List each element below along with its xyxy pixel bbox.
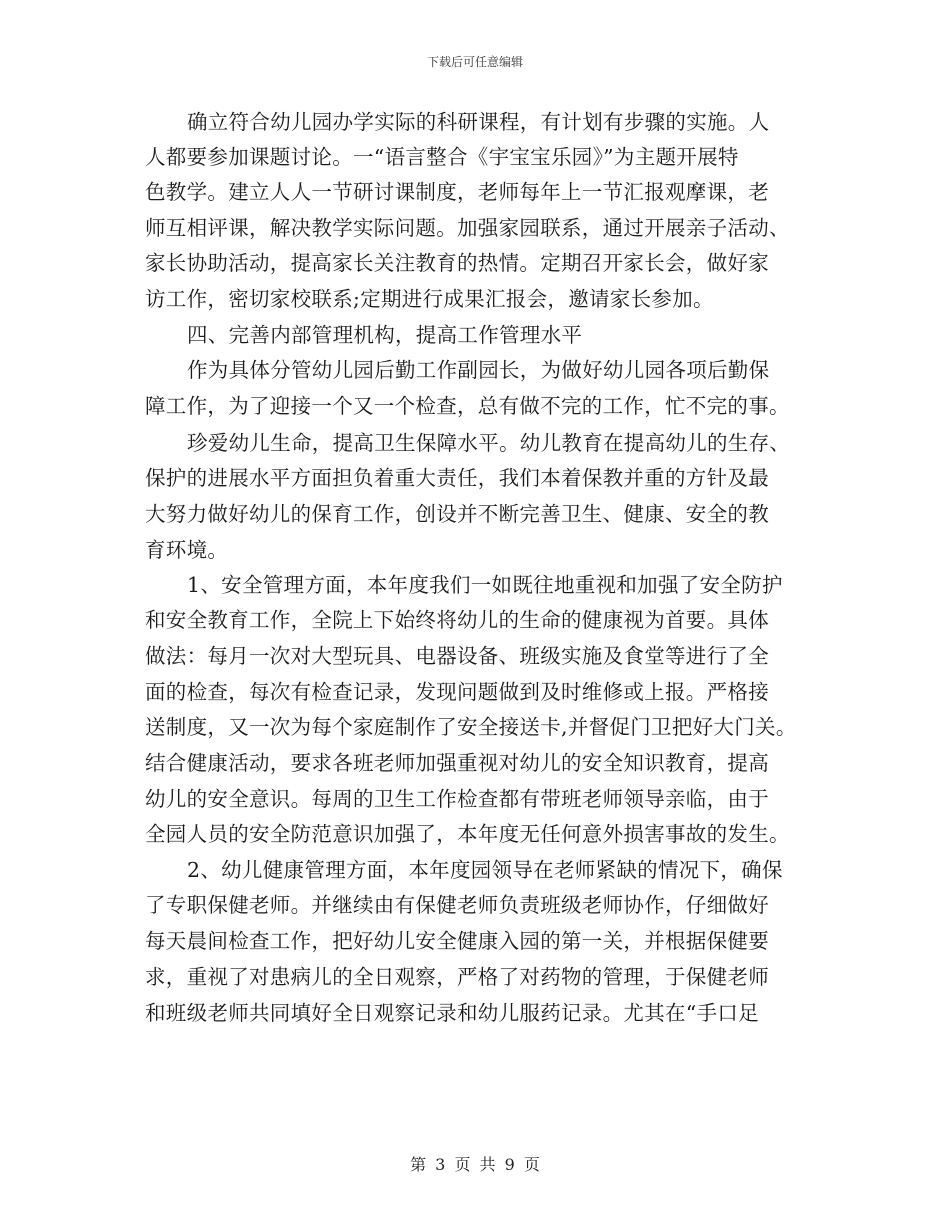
text-line: 每天晨间检查工作，把好幼儿安全健康入园的第一关，并根据保健要	[145, 929, 769, 953]
text-line: 色教学。建立人人一节研讨课制度，老师每年上一节汇报观摩课，老	[145, 180, 769, 204]
text-line: 保护的进展水平方面担负着重大责任，我们本着保教并重的方针及最	[145, 466, 769, 490]
text-line: 人都要参加课题讨论。一“语言整合《宇宝宝乐园》”为主题开展特	[145, 145, 739, 169]
text-line: 全园人员的安全防范意识加强了，本年度无任何意外损害事故的发生。	[145, 822, 790, 846]
text-line: 做法：每月一次对大型玩具、电器设备、班级实施及食堂等进行了全	[145, 644, 769, 668]
text-line: 送制度，又一次为每个家庭制作了安全接送卡,并督促门卫把好大门关。	[145, 715, 797, 739]
text-line: 1、安全管理方面，本年度我们一如既往地重视和加强了安全防护	[187, 573, 783, 597]
text-line: 确立符合幼儿园办学实际的科研课程，有计划有步骤的实施。人	[187, 110, 770, 134]
text-line: 育环境。	[145, 538, 229, 562]
text-line: 访工作，密切家校联系;定期进行成果汇报会，邀请家长参加。	[145, 287, 714, 311]
text-line: 家长协助活动，提高家长关注教育的热情。定期召开家长会，做好家	[145, 251, 769, 275]
text-line: 大努力做好幼儿的保育工作，创设并不断完善卫生、健康、安全的教	[145, 502, 769, 526]
text-line: 障工作，为了迎接一个又一个检查，总有做不完的工作，忙不完的事。	[145, 394, 790, 418]
text-line: 和安全教育工作，全院上下始终将幼儿的生命的健康视为首要。具体	[145, 608, 769, 632]
text-line: 师互相评课，解决教学实际问题。加强家园联系，通过开展亲子活动、	[145, 216, 790, 240]
text-line: 结合健康活动，要求各班老师加强重视对幼儿的安全知识教育，提高	[145, 751, 769, 775]
text-line: 和班级老师共同填好全日观察记录和幼儿服药记录。尤其在“手口足	[145, 1001, 759, 1025]
page-footer: 第 3 页 共 9 页	[410, 1155, 540, 1174]
text-line: 求，重视了对患病儿的全日观察，严格了对药物的管理，于保健老师	[145, 965, 769, 989]
text-line: 面的检查，每次有检查记录，发现问题做到及时维修或上报。严格接	[145, 680, 769, 704]
page-header: 下载后可任意编辑	[426, 55, 523, 69]
text-line: 了专职保健老师。并继续由有保健老师负责班级老师协作，仔细做好	[145, 893, 769, 917]
text-line: 2、幼儿健康管理方面，本年度园领导在老师紧缺的情况下，确保	[187, 858, 783, 882]
text-line: 作为具体分管幼儿园后勤工作副园长，为做好幼儿园各项后勤保	[187, 358, 770, 382]
section-heading: 四、完善内部管理机构，提高工作管理水平	[187, 323, 583, 347]
text-line: 珍爱幼儿生命，提高卫生保障水平。幼儿教育在提高幼儿的生存、	[187, 431, 791, 455]
text-line: 幼儿的安全意识。每周的卫生工作检查都有带班老师领导亲临，由于	[145, 787, 769, 811]
